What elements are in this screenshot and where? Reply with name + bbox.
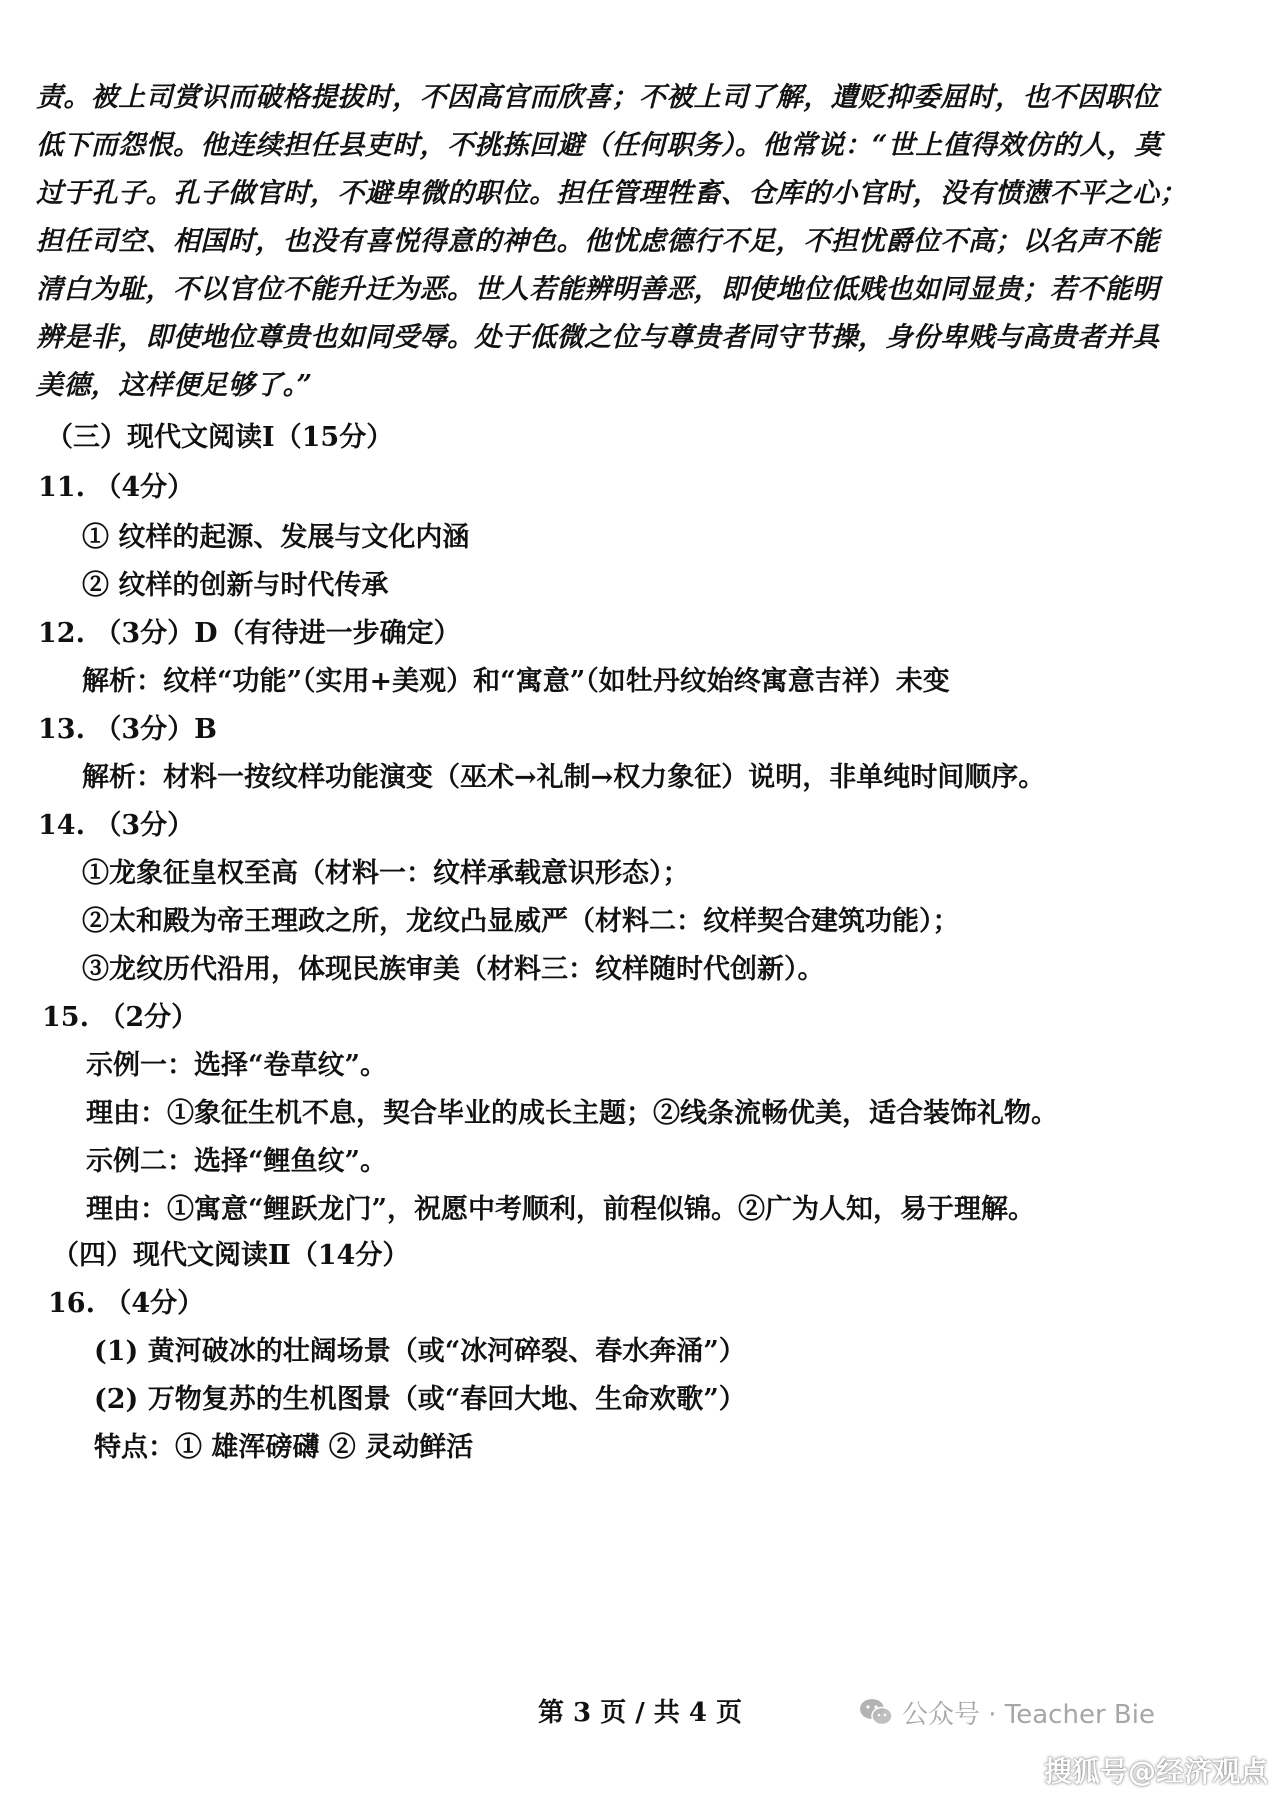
q15-head: 15. （2分） [42,1002,199,1033]
q13-head: 13. （3分）B [38,714,217,745]
translation-line-4: 担任司空、相国时，也没有喜悦得意的神色。他忧虑德行不足，不担忧爵位不高；以名声不能 [36,226,1160,257]
q11-answer-2: ② 纹样的创新与时代传承 [82,570,389,601]
q12-head: 12. （3分）D（有待进一步确定） [38,618,461,649]
q15-reason-1: 理由：①象征生机不息，契合毕业的成长主题；②线条流畅优美，适合装饰礼物。 [86,1098,1058,1129]
q16-feature: 特点：① 雄浑磅礴 ② 灵动鲜活 [94,1432,474,1463]
q13-analysis: 解析：材料一按纹样功能演变（巫术→礼制→权力象征）说明，非单纯时间顺序。 [82,762,1046,793]
translation-line-1: 责。被上司赏识而破格提拔时，不因高官而欣喜；不被上司了解，遭贬抑委屈时，也不因职位 [36,82,1160,113]
q16-head: 16. （4分） [48,1288,205,1319]
q15-example-2: 示例二：选择“鲤鱼纹”。 [86,1146,388,1177]
wechat-icon [858,1696,894,1728]
page-number: 第 3 页 / 共 4 页 [538,1698,742,1728]
translation-line-2: 低下而怨恨。他连续担任县吏时，不挑拣回避（任何职务）。他常说：“世上值得效仿的人，莫 [36,130,1162,161]
q14-answer-1: ①龙象征皇权至高（材料一：纹样承载意识形态）； [82,858,690,889]
translation-line-6: 辨是非，即使地位尊贵也如同受辱。处于低微之位与尊贵者同守节操，身份卑贱与高贵者并具 [36,322,1160,353]
q11-head: 11. （4分） [38,472,195,503]
section3-title: （三）现代文阅读Ⅰ（15分） [46,422,394,453]
q14-answer-2: ②太和殿为帝王理政之所，龙纹凸显威严（材料二：纹样契合建筑功能）； [82,906,960,937]
translation-line-5: 清白为耻，不以官位不能升迁为恶。世人若能辨明善恶，即使地位低贱也如同显贵；若不能明 [36,274,1160,305]
translation-line-7: 美德，这样便足够了。” [36,370,313,401]
q15-example-1: 示例一：选择“卷草纹”。 [86,1050,388,1081]
wechat-watermark-text: 公众号 · Teacher Bie [902,1699,1155,1730]
wechat-watermark [858,1690,1155,1734]
q16-answer-2: (2) 万物复苏的生机图景（或“春回大地、生命欢歌”） [94,1384,746,1415]
sohu-watermark: 搜狐号@经济观点 [1044,1755,1269,1788]
section4-title: （四）现代文阅读Ⅱ（14分） [52,1240,410,1271]
q16-answer-1: (1) 黄河破冰的壮阔场景（或“冰河碎裂、春水奔涌”） [94,1336,746,1367]
translation-line-3: 过于孔子。孔子做官时，不避卑微的职位。担任管理牲畜、仓库的小官时，没有愤懑不平之心； [36,178,1187,209]
q11-answer-1: ① 纹样的起源、发展与文化内涵 [82,522,470,553]
q12-analysis: 解析：纹样“功能”（实用+美观）和“寓意”（如牡丹纹始终寓意吉祥）未变 [82,666,950,697]
q15-reason-2: 理由：①寓意“鲤跃龙门”，祝愿中考顺利，前程似锦。②广为人知，易于理解。 [86,1194,1036,1225]
q14-head: 14. （3分） [38,810,195,841]
q14-answer-3: ③龙纹历代沿用，体现民族审美（材料三：纹样随时代创新）。 [82,954,825,985]
